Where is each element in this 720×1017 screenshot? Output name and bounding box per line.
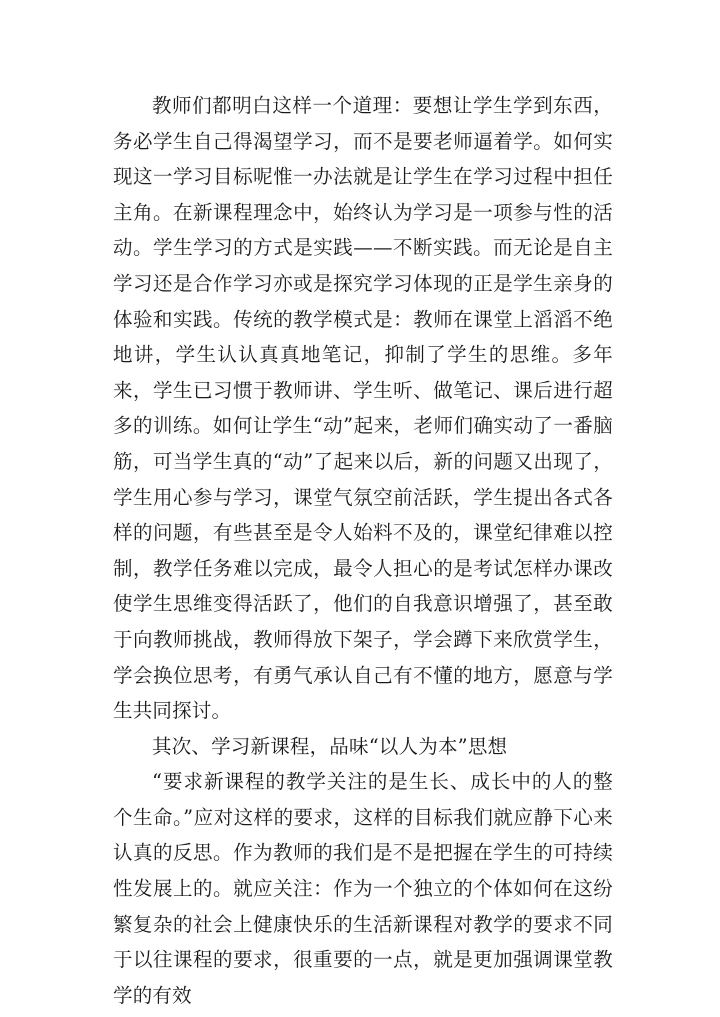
document-body: [113, 88, 613, 1013]
paragraph-new-curriculum: “要求新课程的教学关注的是生长、成长中的人的整个生命。”应对这样的要求，这样的目标我们就应静下心来认真的反思。作为教师的我们是不是把握在学生的可持续性发展上的。就应关注：作为一个独立的个体如何在这纷繁复杂的社会上健康快乐的生活新课程对教学的要求不同于以往课程的要求，很重要的一点，就是更加强调课堂教学的有效: [113, 770, 613, 1007]
paragraph-teaching-principle: 教师们都明白这样一个道理：要想让学生学到东西，务必学生自己得渴望学习，而不是要老师逼着学。如何实现这一学习目标呢惟一办法就是让学生在学习过程中担任主角。在新课程理念中，始终认为学习是一项参与性的活动。学生学习的方式是实践——不断实践。而无论是自主学习还是合作学习亦或是探究学习体现的正是学生亲身的体验和实践。传统的教学模式是：教师在课堂上滔滔不绝地讲，学生认认真真地笔记，抑制了学生的思维。多年来，学生已习惯于教师讲、学生听、做笔记、课后进行超多的训练。如何让学生“动”起来，老师们确实动了一番脑筋，可当学生真的“动”了起来以后，新的问题又出现了，学生用心参与学习，课堂气氛空前活跃，学生提出各式各样的问题，有些甚至是令人始料不及的，课堂纪律难以控制，教学任务难以完成，最令人担心的是考试怎样办课改使学生思维变得活跃了，他们的自我意识增强了，甚至敢于向教师挑战，教师得放下架子，学会蹲下来欣赏学生，学会换位思考，有勇气承认自己有不懂的地方，愿意与学生共同探讨。: [113, 94, 613, 723]
section-heading: 其次、学习新课程，品味“以人为本”思想: [152, 734, 508, 758]
